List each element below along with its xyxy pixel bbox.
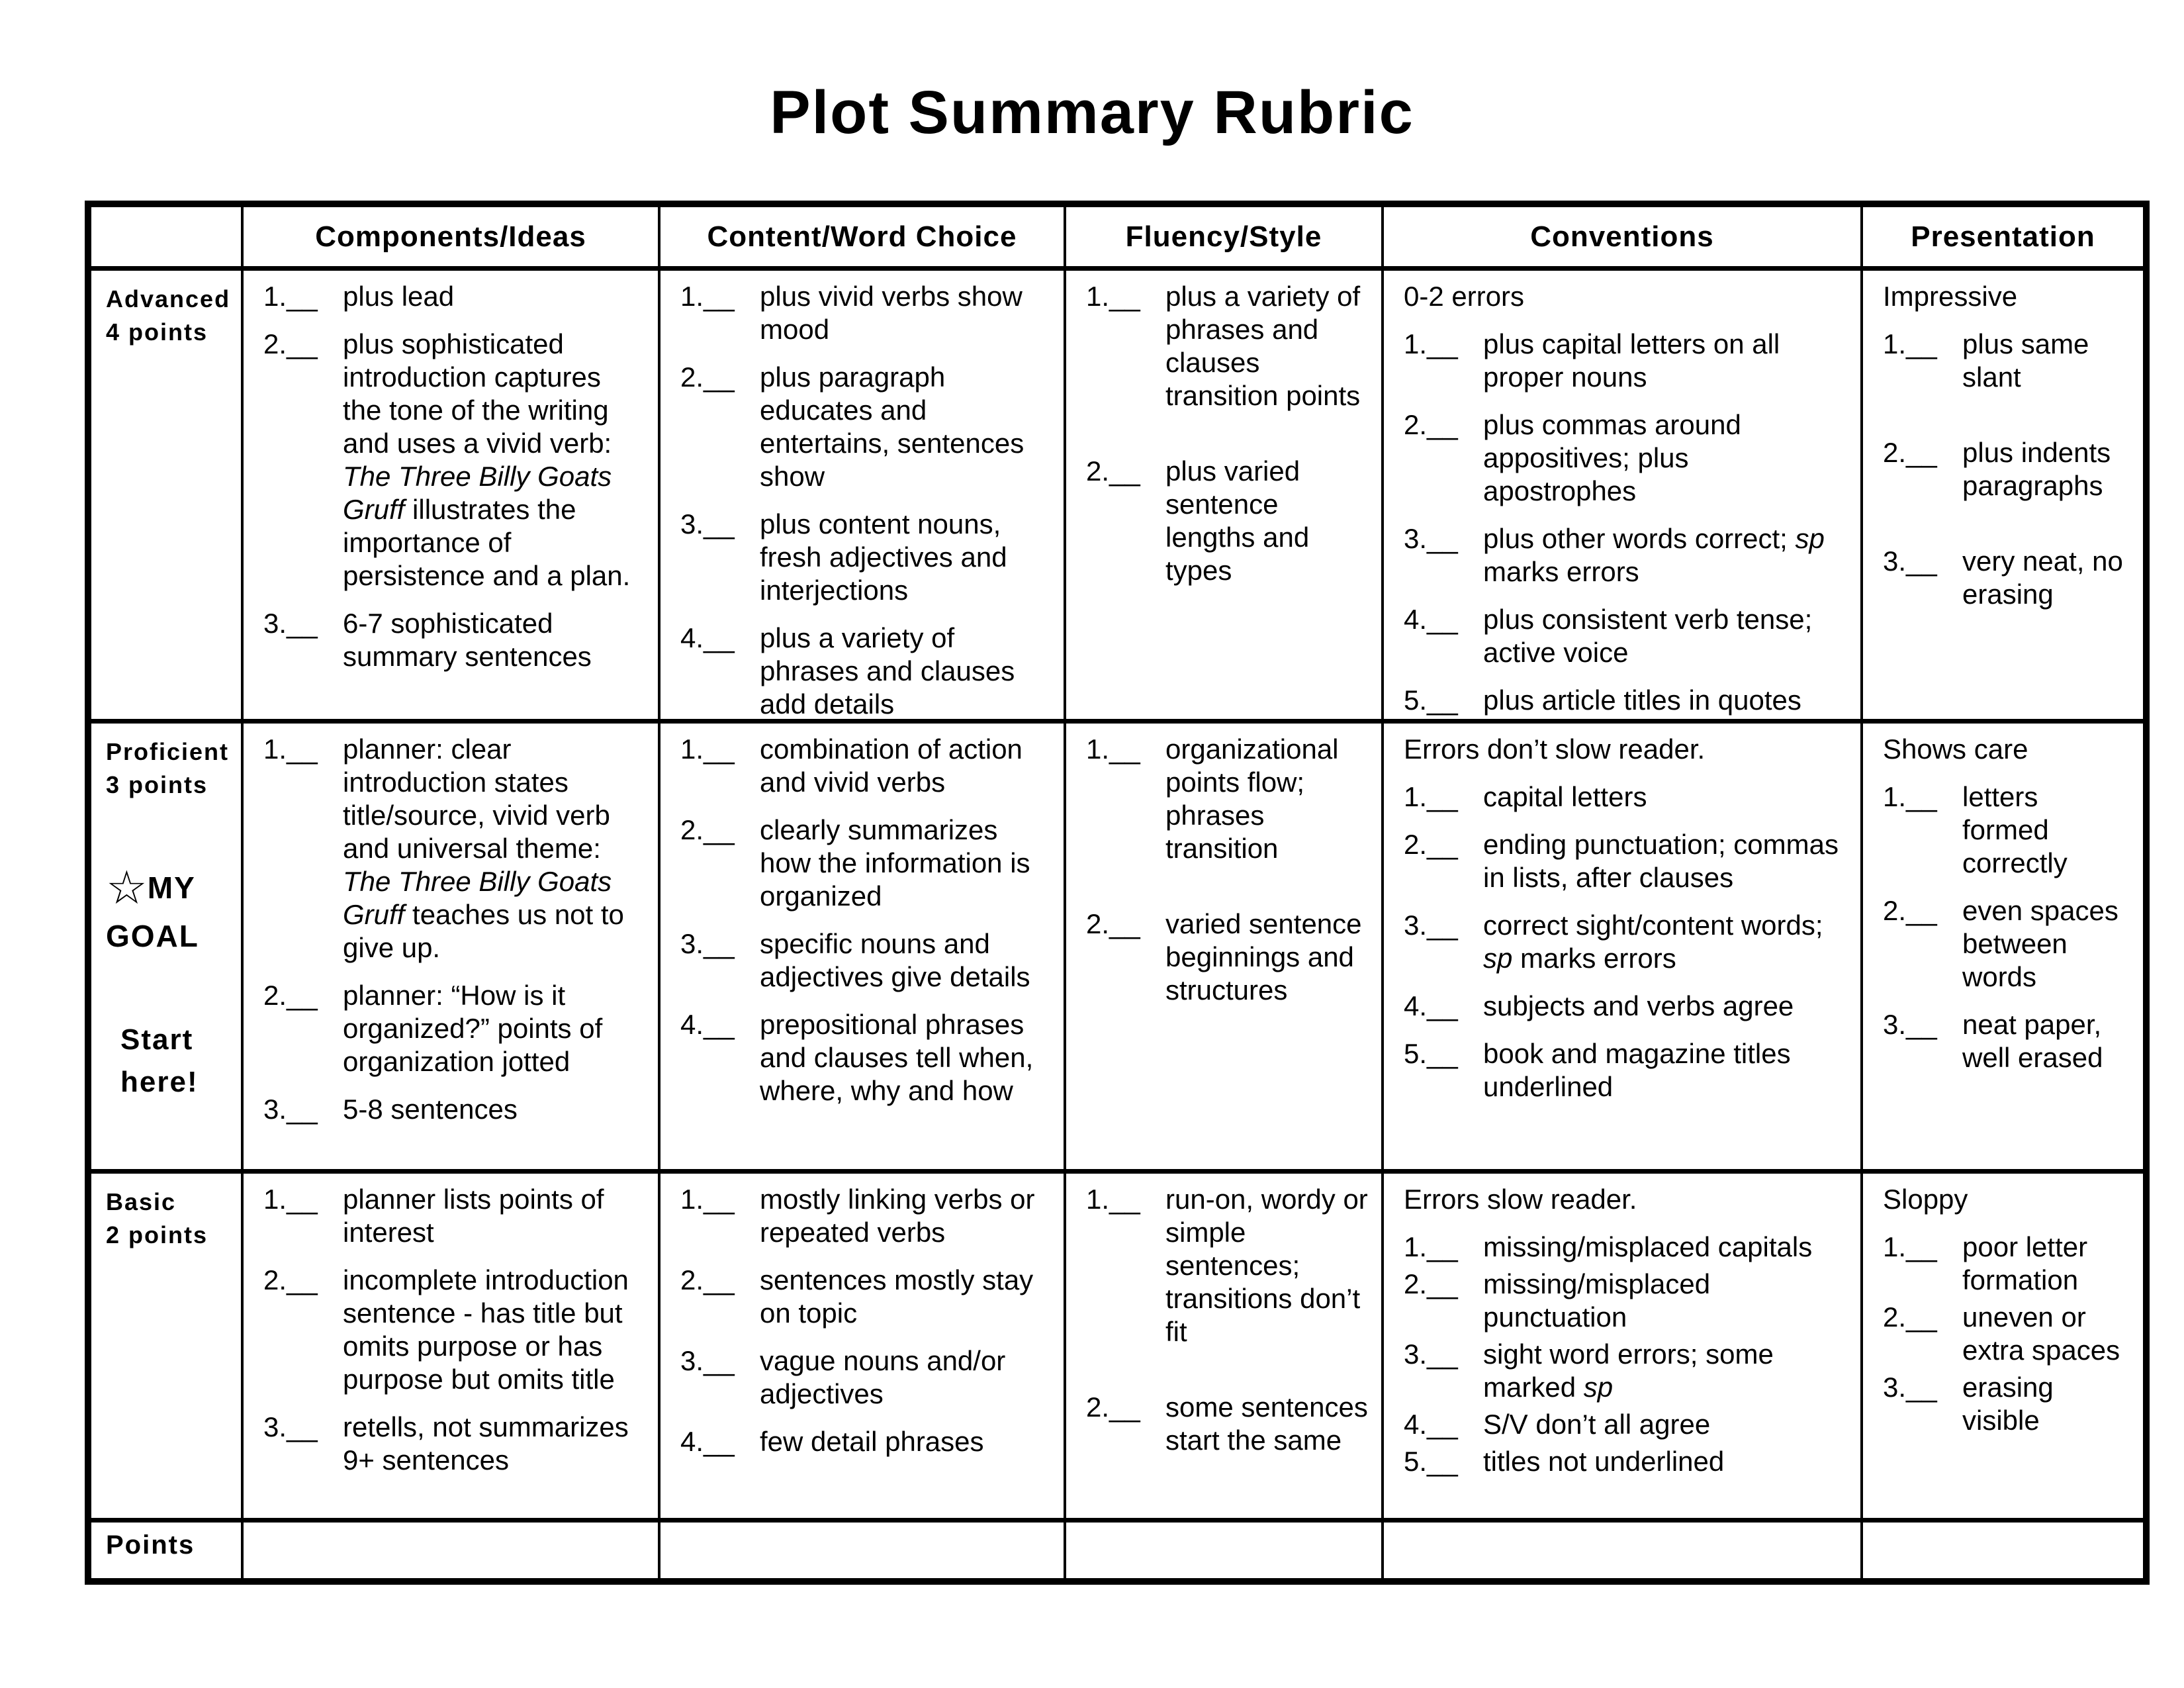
item-number-blank: 2.__ [263, 328, 318, 359]
row-level-label: Advanced [106, 285, 231, 312]
rubric-item [263, 607, 645, 673]
column-header [244, 207, 660, 271]
points-row-label: Points [106, 1530, 195, 1560]
column-header [660, 207, 1066, 271]
rubric-item [680, 1008, 1050, 1107]
item-text: missing/misplaced punctuation [1483, 1268, 1711, 1333]
item-number-blank: 5.__ [1404, 684, 1458, 716]
start-here-note: Start here! [120, 1023, 199, 1099]
item-text: mostly linking verbs or repeated verbs [760, 1184, 1035, 1248]
item-text: sight word errors; some marked [1483, 1338, 1774, 1403]
item-number-blank: 4.__ [680, 622, 735, 653]
rubric-item [680, 1183, 1050, 1249]
rubric-cell [244, 271, 660, 724]
item-text: organizational points flow; phrases transition [1165, 733, 1339, 864]
rubric-item [680, 508, 1050, 607]
item-text: ending punctuation; commas in lists, after clauses [1483, 829, 1839, 893]
item-text: erasing visible [1962, 1372, 2054, 1436]
item-number-blank: 3.__ [680, 1345, 735, 1376]
row-points-label: 2 points [106, 1221, 208, 1248]
rubric-cell [244, 1174, 660, 1523]
item-number-blank: 1.__ [1883, 328, 1937, 359]
rubric-item [263, 1183, 645, 1249]
rubric-item [263, 280, 645, 313]
item-text: titles not underlined [1483, 1446, 1725, 1477]
item-text: sentences mostly stay on topic [760, 1264, 1034, 1329]
item-text: clearly summarizes how the information is organized [760, 814, 1030, 912]
item-text: some sentences start the same [1165, 1391, 1368, 1456]
item-number-blank: 1.__ [1086, 281, 1140, 312]
item-text: plus capital letters on all proper nouns [1483, 328, 1780, 393]
rubric-item [1883, 780, 2130, 880]
row-header-cell [91, 271, 244, 724]
rubric-cell [1066, 271, 1384, 724]
item-number-blank: 4.__ [1404, 604, 1458, 635]
item-number-blank: 1.__ [1404, 781, 1458, 812]
rubric-item [1404, 1408, 1847, 1441]
column-header-label: Fluency/Style [1125, 220, 1322, 253]
item-number-blank: 1.__ [1086, 1184, 1140, 1215]
item-number-blank: 2.__ [1883, 437, 1937, 468]
item-text: even spaces between words [1962, 895, 2118, 992]
item-number-blank: 3.__ [1883, 545, 1937, 577]
rubric-item [680, 733, 1050, 799]
item-number-blank: 1.__ [263, 281, 318, 312]
rubric-item [680, 1344, 1050, 1411]
column-header-label: Conventions [1530, 220, 1714, 253]
item-number-blank: 1.__ [680, 1184, 735, 1215]
cell-intro: Impressive [1883, 281, 2018, 312]
item-text: planner lists points of interest [343, 1184, 604, 1248]
item-text-italic: The Three Billy Goats Gruff [343, 866, 612, 930]
rubric-cell [1384, 1174, 1863, 1523]
item-text: 6-7 sophisticated summary sentences [343, 608, 592, 672]
rubric-item [680, 1264, 1050, 1330]
item-text: plus a variety of phrases and clauses add details [760, 622, 1015, 720]
item-text: correct sight/content words; [1483, 910, 1823, 941]
my-goal-label: MY GOAL [106, 870, 199, 953]
corner-cell [91, 207, 244, 271]
column-header [1863, 207, 2143, 271]
rubric-item [1883, 328, 2130, 394]
item-number-blank: 2.__ [1404, 829, 1458, 860]
rubric-item [680, 1425, 1050, 1458]
rubric-item [1086, 1391, 1368, 1457]
rubric-item [1883, 1371, 2130, 1437]
item-number-blank: 1.__ [263, 733, 318, 765]
item-text: neat paper, well erased [1962, 1009, 2103, 1073]
item-text-italic: sp [1483, 943, 1513, 974]
rubric-item [1086, 455, 1368, 587]
item-number-blank: 2.__ [263, 980, 318, 1011]
rubric-item [1883, 1301, 2130, 1367]
item-number-blank: 1.__ [1086, 733, 1140, 765]
column-header [1384, 207, 1863, 271]
points-entry-cell [1066, 1523, 1384, 1578]
row-points-label: 4 points [106, 318, 208, 346]
item-number-blank: 2.__ [1086, 455, 1140, 487]
item-number-blank: 3.__ [263, 1411, 318, 1442]
cell-intro: Errors don’t slow reader. [1404, 733, 1706, 765]
item-number-blank: 1.__ [1883, 1231, 1937, 1262]
rubric-item [1404, 1231, 1847, 1264]
cell-intro: Sloppy [1883, 1184, 1968, 1215]
item-text-italic: The Three Billy Goats Gruff [343, 461, 612, 525]
item-number-blank: 2.__ [1883, 895, 1937, 926]
cell-intro: Shows care [1883, 733, 2028, 765]
rubric-item [1404, 684, 1847, 717]
cell-intro: 0-2 errors [1404, 281, 1525, 312]
page-title: Plot Summary Rubric [770, 79, 1414, 146]
item-number-blank: 1.__ [263, 1184, 318, 1215]
item-number-blank: 3.__ [680, 508, 735, 539]
rubric-item [1404, 328, 1847, 394]
item-number-blank: 4.__ [1404, 1409, 1458, 1440]
item-text: few detail phrases [760, 1426, 984, 1457]
item-text: plus paragraph educates and entertains, sentences show [760, 361, 1024, 492]
item-number-blank: 5.__ [1404, 1446, 1458, 1477]
item-text: very neat, no erasing [1962, 545, 2123, 610]
row-level-label: Basic [106, 1188, 177, 1215]
rubric-item [1883, 1008, 2130, 1074]
rubric-item [1086, 908, 1368, 1007]
item-text: plus article titles in quotes [1483, 684, 1801, 716]
row-level-label: Proficient [106, 738, 230, 765]
column-header [1066, 207, 1384, 271]
item-number-blank: 1.__ [680, 733, 735, 765]
rubric-item [1404, 522, 1847, 588]
rubric-cell [1384, 271, 1863, 724]
item-number-blank: 2.__ [680, 361, 735, 393]
item-text: plus sophisticated introduction captures the tone of the writing and uses a vivid verb: [343, 328, 612, 459]
item-text: plus commas around appositives; plus apostrophes [1483, 409, 1741, 506]
item-text-italic: sp [1583, 1372, 1614, 1403]
star-icon: ☆ [106, 862, 148, 914]
points-entry-cell [1384, 1523, 1863, 1578]
rubric-item [1883, 1231, 2130, 1297]
item-text: poor letter formation [1962, 1231, 2088, 1295]
item-number-blank: 2.__ [1086, 908, 1140, 939]
item-text: prepositional phrases and clauses tell when, where, why and how [760, 1009, 1034, 1106]
item-text: planner: “How is it organized?” points of organization jotted [343, 980, 603, 1077]
item-text: 5-8 sentences [343, 1094, 518, 1125]
rubric-cell [1863, 271, 2143, 724]
points-entry-cell [244, 1523, 660, 1578]
item-text: book and magazine titles underlined [1483, 1038, 1791, 1102]
item-text: plus lead [343, 281, 455, 312]
item-number-blank: 3.__ [1404, 523, 1458, 554]
points-entry-cell [660, 1523, 1066, 1578]
rubric-item [680, 280, 1050, 346]
item-number-blank: 3.__ [1404, 910, 1458, 941]
item-number-blank: 1.__ [680, 281, 735, 312]
item-text: subjects and verbs agree [1483, 990, 1794, 1021]
item-text: plus same slant [1962, 328, 2089, 393]
row-header-cell [91, 1174, 244, 1523]
item-text: uneven or extra spaces [1962, 1301, 2120, 1366]
column-header-label: Presentation [1911, 220, 2095, 253]
item-text: run-on, wordy or simple sentences; transitions don’t fit [1165, 1184, 1368, 1347]
item-number-blank: 3.__ [263, 608, 318, 639]
item-number-blank: 4.__ [680, 1009, 735, 1040]
rubric-item [1404, 603, 1847, 669]
rubric-item [1404, 990, 1847, 1023]
item-number-blank: 1.__ [1883, 781, 1937, 812]
my-goal [106, 859, 244, 955]
rubric-item [680, 622, 1050, 721]
rubric-item [1086, 280, 1368, 412]
item-text: plus other words correct; [1483, 523, 1796, 554]
points-row-label-cell [91, 1523, 244, 1578]
item-text: plus vivid verbs show mood [760, 281, 1023, 345]
item-text: teaches us not to give up. [343, 899, 624, 963]
item-number-blank: 3.__ [263, 1094, 318, 1125]
item-number-blank: 1.__ [1404, 328, 1458, 359]
rubric-item [1404, 828, 1847, 894]
item-number-blank: 2.__ [1404, 409, 1458, 440]
item-number-blank: 1.__ [1404, 1231, 1458, 1262]
item-text: retells, not summarizes 9+ sentences [343, 1411, 629, 1476]
item-number-blank: 2.__ [680, 814, 735, 845]
rubric-cell [1066, 1174, 1384, 1523]
row-points-label: 3 points [106, 771, 208, 798]
item-text: planner: clear introduction states title/source, vivid verb and universal theme: [343, 733, 610, 864]
item-text: plus content nouns, fresh adjectives and interjections [760, 508, 1007, 606]
item-text: plus a variety of phrases and clauses transition points [1165, 281, 1361, 411]
item-text: plus varied sentence lengths and types [1165, 455, 1310, 586]
rubric-item [263, 328, 645, 592]
item-text: marks errors [1512, 943, 1676, 974]
item-text: plus indents paragraphs [1962, 437, 2111, 501]
item-text: plus consistent verb tense; active voice [1483, 604, 1813, 668]
rubric-item [1404, 1445, 1847, 1478]
column-header-label: Content/Word Choice [707, 220, 1017, 253]
rubric-cell [660, 271, 1066, 724]
rubric-cell [1863, 724, 2143, 1174]
item-number-blank: 5.__ [1404, 1038, 1458, 1069]
rubric-table [85, 201, 2150, 1585]
item-text: capital letters [1483, 781, 1647, 812]
item-text: illustrates the importance of persistence and a plan. [343, 494, 631, 591]
rubric-cell [660, 724, 1066, 1174]
item-number-blank: 4.__ [1404, 990, 1458, 1021]
item-text: vague nouns and/or adjectives [760, 1345, 1006, 1409]
item-text: specific nouns and adjectives give details [760, 928, 1030, 992]
item-text: letters formed correctly [1962, 781, 2068, 878]
item-text: marks errors [1483, 556, 1639, 587]
item-number-blank: 3.__ [1404, 1338, 1458, 1370]
rubric-item [1404, 1338, 1847, 1404]
item-text: varied sentence beginnings and structures [1165, 908, 1362, 1006]
rubric-item [1086, 1183, 1368, 1348]
item-number-blank: 3.__ [1883, 1009, 1937, 1040]
rubric-item [1404, 408, 1847, 508]
rubric-cell [1384, 724, 1863, 1174]
rubric-item [1883, 436, 2130, 502]
item-number-blank: 2.__ [1404, 1268, 1458, 1299]
rubric-cell [660, 1174, 1066, 1523]
column-header-label: Components/Ideas [315, 220, 586, 253]
rubric-item [1883, 894, 2130, 994]
item-text: missing/misplaced capitals [1483, 1231, 1813, 1262]
rubric-item [1086, 733, 1368, 865]
rubric-item [680, 927, 1050, 994]
item-text: combination of action and vivid verbs [760, 733, 1023, 798]
item-number-blank: 2.__ [263, 1264, 318, 1295]
rubric-item [263, 1411, 645, 1477]
rubric-item [263, 1264, 645, 1396]
rubric-item [1404, 780, 1847, 814]
item-number-blank: 3.__ [1883, 1372, 1937, 1403]
rubric-item [1883, 545, 2130, 611]
cell-intro: Errors slow reader. [1404, 1184, 1637, 1215]
rubric-item [1404, 1268, 1847, 1334]
item-number-blank: 2.__ [680, 1264, 735, 1295]
rubric-cell [1066, 724, 1384, 1174]
item-number-blank: 2.__ [1883, 1301, 1937, 1333]
rubric-cell [1863, 1174, 2143, 1523]
rubric-item [680, 361, 1050, 493]
item-number-blank: 2.__ [1086, 1391, 1140, 1423]
rubric-item [263, 1093, 645, 1126]
rubric-item [263, 979, 645, 1078]
rubric-item [1404, 909, 1847, 975]
item-number-blank: 3.__ [680, 928, 735, 959]
rubric-item [680, 814, 1050, 913]
rubric-item [1404, 1037, 1847, 1103]
rubric-cell [244, 724, 660, 1174]
rubric-item [263, 733, 645, 964]
item-text-italic: sp [1795, 523, 1825, 554]
points-entry-cell [1863, 1523, 2143, 1578]
item-text: incomplete introduction sentence - has title but omits purpose or has purpose but omits title [343, 1264, 629, 1395]
item-text: S/V don’t all agree [1483, 1409, 1711, 1440]
item-number-blank: 4.__ [680, 1426, 735, 1457]
row-header-cell [91, 724, 244, 1174]
